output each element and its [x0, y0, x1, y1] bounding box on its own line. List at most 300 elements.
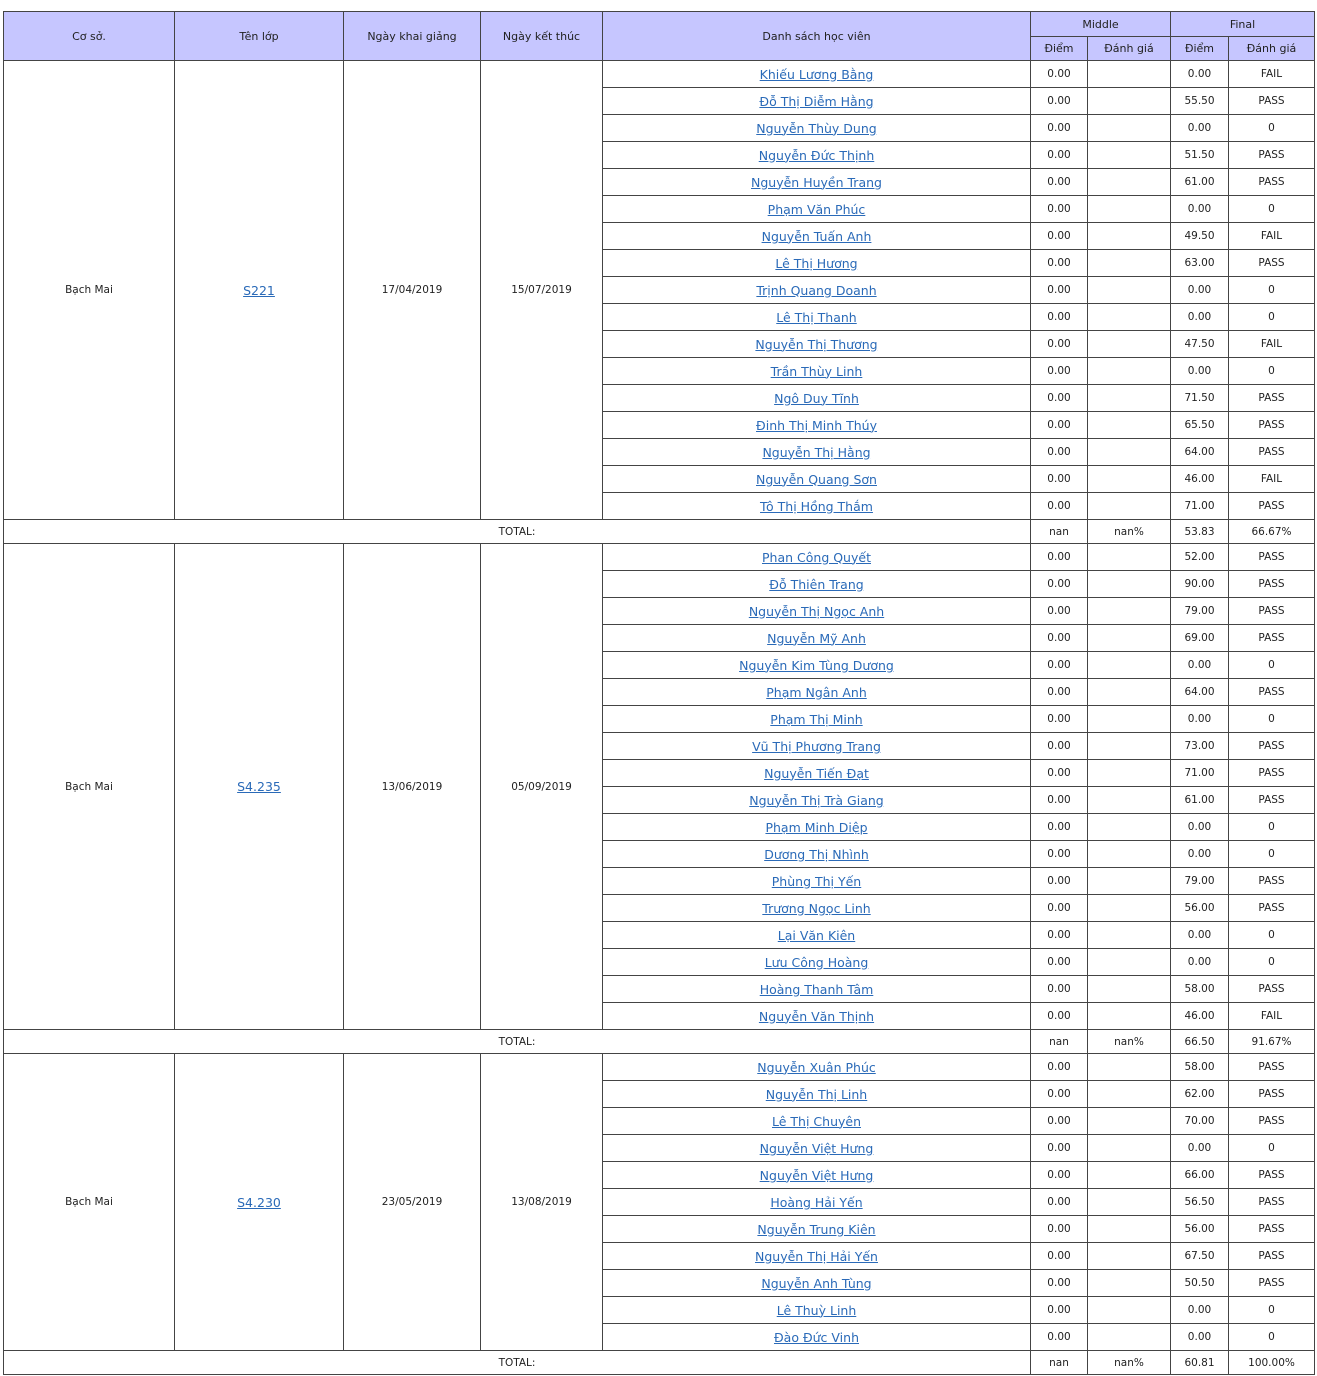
- final-grade: PASS: [1229, 1081, 1315, 1108]
- final-score: 67.50: [1171, 1243, 1229, 1270]
- student-name-cell: [603, 331, 1031, 358]
- student-name-cell: [603, 88, 1031, 115]
- student-row: [4, 544, 1315, 571]
- header-final-diem: Điểm: [1171, 37, 1229, 61]
- middle-grade: [1088, 760, 1171, 787]
- middle-grade: [1088, 1270, 1171, 1297]
- student-name-link[interactable]: Nguyễn Kim Tùng Dương: [739, 657, 894, 673]
- final-score: 0.00: [1171, 841, 1229, 868]
- final-grade: 0: [1229, 115, 1315, 142]
- final-grade: 0: [1229, 922, 1315, 949]
- student-name-link[interactable]: Ngô Duy Tĩnh: [774, 390, 859, 406]
- final-score: 0.00: [1171, 1135, 1229, 1162]
- student-name-link[interactable]: Lê Thị Thanh: [776, 309, 857, 325]
- student-name-link[interactable]: Trịnh Quang Doanh: [756, 282, 877, 298]
- final-grade: PASS: [1229, 439, 1315, 466]
- total-middle-grade: nan%: [1088, 520, 1171, 544]
- final-grade: 0: [1229, 1135, 1315, 1162]
- student-name-link[interactable]: Nguyễn Thị Trà Giang: [749, 792, 884, 808]
- student-name-link[interactable]: Đinh Thị Minh Thúy: [756, 417, 877, 433]
- total-final-score: 60.81: [1171, 1351, 1229, 1375]
- middle-score: 0.00: [1031, 358, 1088, 385]
- middle-grade: [1088, 787, 1171, 814]
- final-score: 0.00: [1171, 814, 1229, 841]
- student-name-cell: [603, 1081, 1031, 1108]
- header-middle-danh-gia: Đánh giá: [1088, 37, 1171, 61]
- student-name-link[interactable]: Khiếu Lương Bằng: [759, 66, 874, 82]
- middle-score: 0.00: [1031, 466, 1088, 493]
- middle-score: 0.00: [1031, 922, 1088, 949]
- middle-score: 0.00: [1031, 1324, 1088, 1351]
- final-score: 0.00: [1171, 652, 1229, 679]
- final-grade: 0: [1229, 652, 1315, 679]
- class-name-cell: [175, 544, 344, 1030]
- middle-grade: [1088, 868, 1171, 895]
- middle-score: 0.00: [1031, 142, 1088, 169]
- final-grade: PASS: [1229, 1216, 1315, 1243]
- student-name-cell: [603, 304, 1031, 331]
- header-co-so: Cơ sở.: [4, 12, 175, 61]
- student-name-link[interactable]: Lê Thuỳ Linh: [776, 1302, 857, 1318]
- class-co-so: Bạch Mai: [4, 1054, 175, 1351]
- middle-grade: [1088, 169, 1171, 196]
- final-score: 56.00: [1171, 1216, 1229, 1243]
- student-name-cell: [603, 358, 1031, 385]
- middle-grade: [1088, 706, 1171, 733]
- middle-score: 0.00: [1031, 1003, 1088, 1030]
- student-name-cell: [603, 652, 1031, 679]
- student-name-cell: [603, 412, 1031, 439]
- student-name-cell: [603, 1270, 1031, 1297]
- student-name-link[interactable]: Đỗ Thiên Trang: [769, 576, 864, 592]
- student-name-link[interactable]: Lưu Công Hoàng: [764, 954, 869, 970]
- student-name-cell: [603, 706, 1031, 733]
- middle-grade: [1088, 733, 1171, 760]
- middle-score: 0.00: [1031, 544, 1088, 571]
- middle-grade: [1088, 385, 1171, 412]
- final-grade: 0: [1229, 304, 1315, 331]
- total-row: [4, 520, 1315, 544]
- total-middle-grade: nan%: [1088, 1351, 1171, 1375]
- total-label: TOTAL:: [4, 520, 1031, 544]
- class-name-link[interactable]: S221: [243, 282, 275, 298]
- final-grade: 0: [1229, 277, 1315, 304]
- middle-score: 0.00: [1031, 115, 1088, 142]
- middle-score: 0.00: [1031, 652, 1088, 679]
- student-name-link[interactable]: Nguyễn Anh Tùng: [761, 1275, 872, 1291]
- total-row: [4, 1030, 1315, 1054]
- total-final-grade: 91.67%: [1229, 1030, 1315, 1054]
- class-name-cell: [175, 1054, 344, 1351]
- final-score: 71.00: [1171, 493, 1229, 520]
- final-score: 46.00: [1171, 466, 1229, 493]
- final-score: 69.00: [1171, 625, 1229, 652]
- total-middle-score: nan: [1031, 1030, 1088, 1054]
- final-grade: PASS: [1229, 679, 1315, 706]
- final-score: 50.50: [1171, 1270, 1229, 1297]
- student-name-link[interactable]: Nguyễn Thị Thương: [755, 336, 878, 352]
- final-score: 71.00: [1171, 760, 1229, 787]
- final-grade: PASS: [1229, 169, 1315, 196]
- student-name-cell: [603, 1324, 1031, 1351]
- middle-grade: [1088, 814, 1171, 841]
- class-name-link[interactable]: S4.230: [237, 1194, 281, 1210]
- student-name-cell: [603, 250, 1031, 277]
- student-name-cell: [603, 787, 1031, 814]
- final-grade: PASS: [1229, 250, 1315, 277]
- final-score: 0.00: [1171, 277, 1229, 304]
- total-middle-score: nan: [1031, 520, 1088, 544]
- student-name-cell: [603, 949, 1031, 976]
- student-name-cell: [603, 439, 1031, 466]
- student-name-link[interactable]: Nguyễn Việt Hưng: [759, 1167, 874, 1183]
- class-co-so: Bạch Mai: [4, 61, 175, 520]
- student-name-cell: [603, 466, 1031, 493]
- final-grade: PASS: [1229, 571, 1315, 598]
- final-score: 73.00: [1171, 733, 1229, 760]
- middle-grade: [1088, 949, 1171, 976]
- student-name-link[interactable]: Phan Công Quyết: [762, 549, 871, 565]
- student-name-link[interactable]: Lại Văn Kiên: [777, 927, 856, 943]
- final-grade: PASS: [1229, 760, 1315, 787]
- final-score: 0.00: [1171, 1324, 1229, 1351]
- final-grade: PASS: [1229, 895, 1315, 922]
- final-grade: PASS: [1229, 625, 1315, 652]
- middle-score: 0.00: [1031, 412, 1088, 439]
- middle-grade: [1088, 88, 1171, 115]
- student-name-cell: [603, 679, 1031, 706]
- final-grade: PASS: [1229, 787, 1315, 814]
- total-final-grade: 100.00%: [1229, 1351, 1315, 1375]
- middle-score: 0.00: [1031, 169, 1088, 196]
- final-score: 65.50: [1171, 412, 1229, 439]
- middle-score: 0.00: [1031, 625, 1088, 652]
- final-score: 61.00: [1171, 169, 1229, 196]
- final-score: 0.00: [1171, 61, 1229, 88]
- middle-grade: [1088, 439, 1171, 466]
- student-name-cell: [603, 142, 1031, 169]
- middle-score: 0.00: [1031, 733, 1088, 760]
- final-score: 46.00: [1171, 1003, 1229, 1030]
- student-name-cell: [603, 922, 1031, 949]
- middle-grade: [1088, 358, 1171, 385]
- middle-grade: [1088, 1003, 1171, 1030]
- student-name-cell: [603, 196, 1031, 223]
- student-name-link[interactable]: Nguyễn Thị Ngọc Anh: [748, 603, 885, 619]
- header-middle: Middle: [1031, 12, 1171, 37]
- middle-score: 0.00: [1031, 1297, 1088, 1324]
- middle-score: 0.00: [1031, 868, 1088, 895]
- final-score: 79.00: [1171, 868, 1229, 895]
- student-name-link[interactable]: Nguyễn Văn Thịnh: [758, 1008, 875, 1024]
- final-score: 0.00: [1171, 304, 1229, 331]
- middle-score: 0.00: [1031, 61, 1088, 88]
- middle-score: 0.00: [1031, 88, 1088, 115]
- middle-grade: [1088, 652, 1171, 679]
- final-grade: PASS: [1229, 976, 1315, 1003]
- final-grade: PASS: [1229, 88, 1315, 115]
- middle-score: 0.00: [1031, 331, 1088, 358]
- middle-grade: [1088, 841, 1171, 868]
- middle-grade: [1088, 976, 1171, 1003]
- final-grade: PASS: [1229, 868, 1315, 895]
- class-start-date: 17/04/2019: [344, 61, 481, 520]
- middle-grade: [1088, 250, 1171, 277]
- class-report: [3, 11, 1315, 1375]
- middle-score: 0.00: [1031, 1270, 1088, 1297]
- middle-score: 0.00: [1031, 1243, 1088, 1270]
- final-grade: 0: [1229, 358, 1315, 385]
- middle-grade: [1088, 115, 1171, 142]
- student-name-link[interactable]: Nguyễn Mỹ Anh: [767, 630, 866, 646]
- final-grade: PASS: [1229, 493, 1315, 520]
- final-score: 52.00: [1171, 544, 1229, 571]
- middle-score: 0.00: [1031, 841, 1088, 868]
- student-name-cell: [603, 733, 1031, 760]
- total-middle-score: nan: [1031, 1351, 1088, 1375]
- middle-grade: [1088, 922, 1171, 949]
- class-start-date: 13/06/2019: [344, 544, 481, 1030]
- middle-grade: [1088, 1054, 1171, 1081]
- student-name-link[interactable]: Trần Thùy Linh: [770, 363, 863, 379]
- final-grade: FAIL: [1229, 466, 1315, 493]
- student-name-cell: [603, 571, 1031, 598]
- student-name-link[interactable]: Nguyễn Quang Sơn: [756, 471, 877, 487]
- table-header: [4, 12, 1315, 61]
- final-score: 47.50: [1171, 331, 1229, 358]
- final-grade: 0: [1229, 1324, 1315, 1351]
- final-score: 66.00: [1171, 1162, 1229, 1189]
- middle-score: 0.00: [1031, 1054, 1088, 1081]
- header-middle-diem: Điểm: [1031, 37, 1088, 61]
- middle-score: 0.00: [1031, 598, 1088, 625]
- total-label: TOTAL:: [4, 1351, 1031, 1375]
- class-score-table: [3, 11, 1315, 1375]
- student-name-link[interactable]: Phùng Thị Yến: [771, 873, 862, 889]
- middle-grade: [1088, 466, 1171, 493]
- middle-score: 0.00: [1031, 493, 1088, 520]
- header-ten-lop: Tên lớp: [175, 12, 344, 61]
- student-name-cell: [603, 493, 1031, 520]
- final-score: 0.00: [1171, 196, 1229, 223]
- student-name-link[interactable]: Nguyễn Xuân Phúc: [757, 1059, 876, 1075]
- student-name-link[interactable]: Lê Thị Hương: [775, 255, 858, 271]
- middle-grade: [1088, 1216, 1171, 1243]
- student-name-cell: [603, 814, 1031, 841]
- middle-score: 0.00: [1031, 679, 1088, 706]
- middle-score: 0.00: [1031, 277, 1088, 304]
- middle-grade: [1088, 412, 1171, 439]
- student-name-cell: [603, 868, 1031, 895]
- student-name-cell: [603, 1003, 1031, 1030]
- class-name-link[interactable]: S4.235: [237, 779, 281, 794]
- student-name-link[interactable]: Phạm Văn Phúc: [767, 201, 866, 217]
- student-name-cell: [603, 976, 1031, 1003]
- total-label: TOTAL:: [4, 1030, 1031, 1054]
- student-name-cell: [603, 760, 1031, 787]
- class-end-date: 13/08/2019: [481, 1054, 603, 1351]
- student-name-link[interactable]: Đỗ Thị Diễm Hằng: [759, 93, 874, 109]
- middle-grade: [1088, 1189, 1171, 1216]
- final-score: 79.00: [1171, 598, 1229, 625]
- student-name-link[interactable]: Vũ Thị Phương Trang: [752, 738, 881, 754]
- final-score: 0.00: [1171, 706, 1229, 733]
- student-name-cell: [603, 61, 1031, 88]
- student-name-link[interactable]: Nguyễn Thị Linh: [765, 1086, 868, 1102]
- final-score: 61.00: [1171, 787, 1229, 814]
- middle-score: 0.00: [1031, 1108, 1088, 1135]
- middle-score: 0.00: [1031, 1135, 1088, 1162]
- final-grade: PASS: [1229, 142, 1315, 169]
- middle-grade: [1088, 223, 1171, 250]
- total-final-score: 66.50: [1171, 1030, 1229, 1054]
- student-name-link[interactable]: Nguyễn Tuấn Anh: [761, 228, 872, 244]
- final-grade: PASS: [1229, 1108, 1315, 1135]
- final-score: 63.00: [1171, 250, 1229, 277]
- middle-grade: [1088, 571, 1171, 598]
- total-middle-grade: nan%: [1088, 1030, 1171, 1054]
- student-name-link[interactable]: Hoàng Thanh Tâm: [759, 981, 874, 997]
- student-name-link[interactable]: Đào Đức Vinh: [773, 1329, 860, 1345]
- middle-grade: [1088, 895, 1171, 922]
- middle-grade: [1088, 1324, 1171, 1351]
- final-grade: PASS: [1229, 598, 1315, 625]
- middle-score: 0.00: [1031, 814, 1088, 841]
- final-grade: 0: [1229, 1297, 1315, 1324]
- middle-score: 0.00: [1031, 1216, 1088, 1243]
- middle-grade: [1088, 1162, 1171, 1189]
- final-grade: FAIL: [1229, 1003, 1315, 1030]
- student-name-link[interactable]: Phạm Thị Minh: [770, 711, 863, 727]
- student-name-link[interactable]: Nguyễn Thùy Dung: [756, 120, 877, 136]
- student-name-link[interactable]: Nguyễn Thị Hằng: [762, 444, 871, 460]
- student-name-cell: [603, 169, 1031, 196]
- student-name-link[interactable]: Nguyễn Huyền Trang: [751, 174, 882, 190]
- final-score: 71.50: [1171, 385, 1229, 412]
- student-name-link[interactable]: Phạm Ngân Anh: [766, 684, 867, 700]
- final-grade: 0: [1229, 706, 1315, 733]
- middle-grade: [1088, 493, 1171, 520]
- final-grade: FAIL: [1229, 223, 1315, 250]
- final-grade: FAIL: [1229, 331, 1315, 358]
- final-score: 0.00: [1171, 115, 1229, 142]
- middle-score: 0.00: [1031, 706, 1088, 733]
- final-score: 55.50: [1171, 88, 1229, 115]
- class-end-date: 15/07/2019: [481, 61, 603, 520]
- student-name-link[interactable]: Nguyễn Đức Thịnh: [758, 147, 875, 163]
- student-name-link[interactable]: Lê Thị Chuyên: [772, 1113, 861, 1129]
- final-grade: PASS: [1229, 1243, 1315, 1270]
- middle-grade: [1088, 598, 1171, 625]
- final-grade: PASS: [1229, 1054, 1315, 1081]
- student-name-cell: [603, 1162, 1031, 1189]
- total-final-score: 53.83: [1171, 520, 1229, 544]
- student-name-cell: [603, 1216, 1031, 1243]
- student-name-cell: [603, 1108, 1031, 1135]
- student-name-cell: [603, 385, 1031, 412]
- student-name-cell: [603, 598, 1031, 625]
- student-row: [4, 61, 1315, 88]
- final-grade: PASS: [1229, 733, 1315, 760]
- final-grade: PASS: [1229, 1270, 1315, 1297]
- final-grade: PASS: [1229, 412, 1315, 439]
- middle-grade: [1088, 679, 1171, 706]
- middle-grade: [1088, 1297, 1171, 1324]
- final-grade: PASS: [1229, 385, 1315, 412]
- total-final-grade: 66.67%: [1229, 520, 1315, 544]
- table-body: [4, 61, 1315, 1375]
- student-name-cell: [603, 1135, 1031, 1162]
- final-grade: PASS: [1229, 1162, 1315, 1189]
- student-name-cell: [603, 1243, 1031, 1270]
- final-score: 0.00: [1171, 922, 1229, 949]
- student-name-link[interactable]: Phạm Minh Diệp: [765, 819, 868, 835]
- final-grade: 0: [1229, 841, 1315, 868]
- middle-score: 0.00: [1031, 223, 1088, 250]
- header-ngay-khai-giang: Ngày khai giảng: [344, 12, 481, 61]
- final-score: 62.00: [1171, 1081, 1229, 1108]
- middle-grade: [1088, 1108, 1171, 1135]
- middle-score: 0.00: [1031, 304, 1088, 331]
- middle-score: 0.00: [1031, 976, 1088, 1003]
- middle-grade: [1088, 304, 1171, 331]
- student-name-link[interactable]: Trương Ngọc Linh: [762, 900, 871, 916]
- student-name-link[interactable]: Dương Thị Nhình: [764, 846, 869, 862]
- student-name-cell: [603, 277, 1031, 304]
- middle-grade: [1088, 142, 1171, 169]
- class-start-date: 23/05/2019: [344, 1054, 481, 1351]
- middle-score: 0.00: [1031, 439, 1088, 466]
- final-score: 56.50: [1171, 1189, 1229, 1216]
- header-ngay-ket-thuc: Ngày kết thúc: [481, 12, 603, 61]
- middle-score: 0.00: [1031, 385, 1088, 412]
- header-final: Final: [1171, 12, 1315, 37]
- student-name-cell: [603, 223, 1031, 250]
- middle-score: 0.00: [1031, 571, 1088, 598]
- student-name-link[interactable]: Nguyễn Việt Hưng: [759, 1140, 874, 1156]
- final-score: 0.00: [1171, 1297, 1229, 1324]
- final-grade: 0: [1229, 196, 1315, 223]
- middle-score: 0.00: [1031, 1162, 1088, 1189]
- middle-grade: [1088, 277, 1171, 304]
- middle-score: 0.00: [1031, 760, 1088, 787]
- final-score: 58.00: [1171, 1054, 1229, 1081]
- student-name-link[interactable]: Hoàng Hải Yến: [770, 1194, 863, 1210]
- student-name-link[interactable]: Nguyễn Thị Hải Yến: [755, 1248, 878, 1264]
- student-name-link[interactable]: Nguyễn Tiến Đạt: [764, 765, 869, 781]
- student-name-cell: [603, 544, 1031, 571]
- middle-grade: [1088, 1081, 1171, 1108]
- middle-grade: [1088, 1135, 1171, 1162]
- student-name-cell: [603, 895, 1031, 922]
- student-name-link[interactable]: Tô Thị Hồng Thắm: [760, 498, 873, 514]
- total-row: [4, 1351, 1315, 1375]
- student-name-cell: [603, 1189, 1031, 1216]
- middle-grade: [1088, 544, 1171, 571]
- final-score: 64.00: [1171, 679, 1229, 706]
- final-score: 0.00: [1171, 358, 1229, 385]
- final-grade: PASS: [1229, 1189, 1315, 1216]
- middle-grade: [1088, 196, 1171, 223]
- final-score: 64.00: [1171, 439, 1229, 466]
- student-name-cell: [603, 1297, 1031, 1324]
- final-score: 90.00: [1171, 571, 1229, 598]
- student-name-link[interactable]: Nguyễn Trung Kiên: [757, 1221, 876, 1237]
- middle-score: 0.00: [1031, 1081, 1088, 1108]
- middle-score: 0.00: [1031, 949, 1088, 976]
- middle-score: 0.00: [1031, 196, 1088, 223]
- final-score: 70.00: [1171, 1108, 1229, 1135]
